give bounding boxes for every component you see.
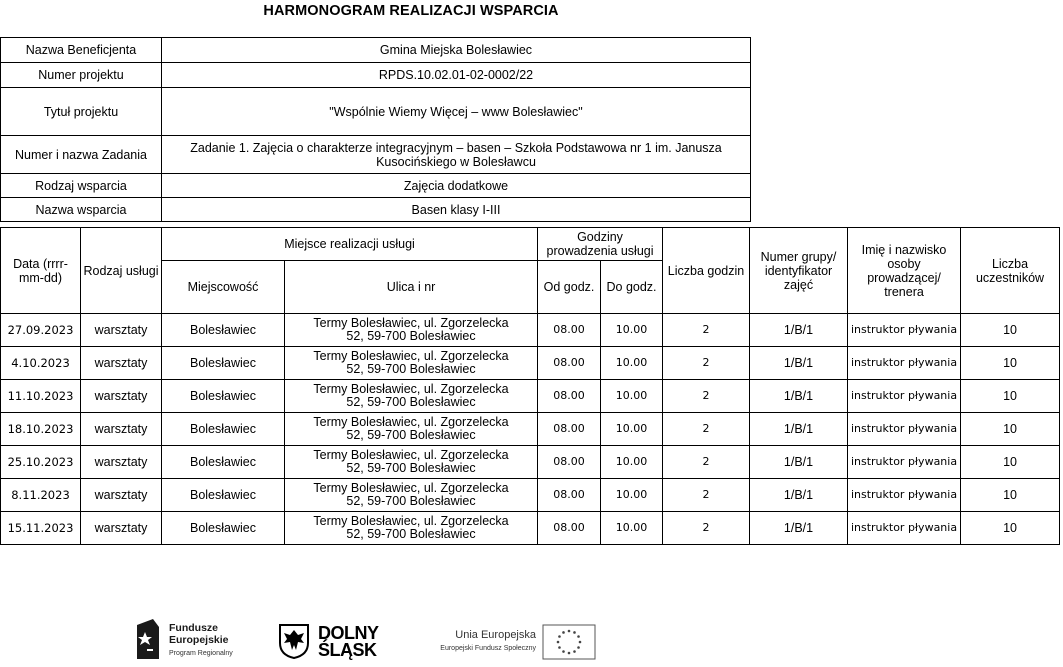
table-row <box>1 314 1060 347</box>
cell-date: 11.10.2023 <box>1 380 81 413</box>
cell-to: 10.00 <box>601 512 663 545</box>
unia-europejska-logo <box>423 624 598 664</box>
cell-from: 08.00 <box>538 314 601 347</box>
ds-text-1: DOLNY <box>318 623 379 643</box>
ue-text-2: Europejski Fundusz Społeczny <box>440 645 536 652</box>
eu-star <box>568 652 571 655</box>
cell-trainer: instruktor pływania <box>848 314 961 347</box>
cell-city: Bolesławiec <box>162 479 285 512</box>
cell-trainer: instruktor pływania <box>848 380 961 413</box>
cell-group: 1/B/1 <box>750 479 848 512</box>
cell-city: Bolesławiec <box>162 446 285 479</box>
cell-participants: 10 <box>961 413 1060 446</box>
cell-participants: 10 <box>961 512 1060 545</box>
cell-service-type: warsztaty <box>81 380 162 413</box>
info-value: Zajęcia dodatkowe <box>162 174 751 198</box>
header-hours-count: Liczba godzin <box>663 228 750 314</box>
cell-service-type: warsztaty <box>81 446 162 479</box>
header-from: Od godz. <box>538 261 601 314</box>
eu-star <box>558 635 561 638</box>
header-group: Numer grupy/ identyfikator zajęć <box>750 228 848 314</box>
cell-participants: 10 <box>961 446 1060 479</box>
table-row <box>1 446 1060 479</box>
eu-star <box>568 630 571 633</box>
fe-star-icon <box>135 619 161 663</box>
header-place: Miejsce realizacji usługi <box>162 228 538 261</box>
cell-hours-count: 2 <box>663 314 750 347</box>
cell-to: 10.00 <box>601 479 663 512</box>
header-to: Do godz. <box>601 261 663 314</box>
cell-city: Bolesławiec <box>162 512 285 545</box>
cell-street: Termy Bolesławiec, ul. Zgorzelecka 52, 59-700 Bolesławiec <box>285 413 538 446</box>
cell-city: Bolesławiec <box>162 380 285 413</box>
cell-group: 1/B/1 <box>750 314 848 347</box>
cell-city: Bolesławiec <box>162 314 285 347</box>
table-row <box>1 380 1060 413</box>
eu-star <box>579 641 582 644</box>
table-row <box>1 347 1060 380</box>
footer-logos <box>0 615 1063 667</box>
cell-hours-count: 2 <box>663 347 750 380</box>
header-trainer: Imię i nazwisko osoby prowadzącej/ trenera <box>848 228 961 314</box>
cell-trainer: instruktor pływania <box>848 413 961 446</box>
cell-participants: 10 <box>961 380 1060 413</box>
ue-text-1: Unia Europejska <box>455 629 536 641</box>
info-value: RPDS.10.02.01-02-0002/22 <box>162 63 751 88</box>
cell-group: 1/B/1 <box>750 512 848 545</box>
cell-group: 1/B/1 <box>750 413 848 446</box>
table-row <box>1 413 1060 446</box>
cell-date: 15.11.2023 <box>1 512 81 545</box>
cell-date: 8.11.2023 <box>1 479 81 512</box>
info-value: Basen klasy I-III <box>162 198 751 222</box>
cell-to: 10.00 <box>601 413 663 446</box>
cell-date: 18.10.2023 <box>1 413 81 446</box>
cell-participants: 10 <box>961 314 1060 347</box>
eu-star <box>573 631 576 634</box>
cell-to: 10.00 <box>601 347 663 380</box>
cell-from: 08.00 <box>538 347 601 380</box>
fe-text-3: Program Regionalny <box>169 650 233 657</box>
info-value: Gmina Miejska Bolesławiec <box>162 38 751 63</box>
fundusze-europejskie-logo <box>135 619 255 663</box>
cell-street: Termy Bolesławiec, ul. Zgorzelecka 52, 59-700 Bolesławiec <box>285 479 538 512</box>
cell-from: 08.00 <box>538 413 601 446</box>
cell-from: 08.00 <box>538 446 601 479</box>
cell-group: 1/B/1 <box>750 380 848 413</box>
cell-from: 08.00 <box>538 512 601 545</box>
eu-star <box>557 641 560 644</box>
cell-date: 27.09.2023 <box>1 314 81 347</box>
header-hours: Godziny prowadzenia usługi <box>538 228 663 261</box>
cell-hours-count: 2 <box>663 446 750 479</box>
cell-to: 10.00 <box>601 446 663 479</box>
cell-date: 4.10.2023 <box>1 347 81 380</box>
eu-star <box>562 631 565 634</box>
cell-city: Bolesławiec <box>162 347 285 380</box>
cell-group: 1/B/1 <box>750 446 848 479</box>
project-info-table <box>0 37 751 222</box>
cell-from: 08.00 <box>538 479 601 512</box>
document-title: HARMONOGRAM REALIZACJI WSPARCIA <box>263 3 559 19</box>
cell-from: 08.00 <box>538 380 601 413</box>
header-street: Ulica i nr <box>285 261 538 314</box>
header-date: Data (rrrr-mm-dd) <box>1 228 81 314</box>
eu-flag-icon <box>542 624 596 660</box>
fe-text-1: Fundusze <box>169 622 218 634</box>
cell-to: 10.00 <box>601 380 663 413</box>
cell-street: Termy Bolesławiec, ul. Zgorzelecka 52, 59-700 Bolesławiec <box>285 446 538 479</box>
cell-street: Termy Bolesławiec, ul. Zgorzelecka 52, 59-700 Bolesławiec <box>285 347 538 380</box>
info-label: Nazwa Beneficjenta <box>1 38 162 63</box>
header-participants: Liczba uczestników <box>961 228 1060 314</box>
cell-service-type: warsztaty <box>81 314 162 347</box>
eu-star <box>562 650 565 653</box>
table-row <box>1 512 1060 545</box>
cell-trainer: instruktor pływania <box>848 479 961 512</box>
info-label: Rodzaj wsparcia <box>1 174 162 198</box>
cell-service-type: warsztaty <box>81 347 162 380</box>
info-value: "Wspólnie Wiemy Więcej – www Bolesławiec" <box>162 88 751 136</box>
cell-trainer: instruktor pływania <box>848 446 961 479</box>
cell-hours-count: 2 <box>663 380 750 413</box>
cell-hours-count: 2 <box>663 413 750 446</box>
eu-star <box>558 646 561 649</box>
eu-star <box>577 635 580 638</box>
fe-text-2: Europejskie <box>169 634 229 646</box>
cell-trainer: instruktor pływania <box>848 347 961 380</box>
eagle-crest-icon <box>278 623 310 659</box>
eu-star <box>573 650 576 653</box>
eu-star <box>577 646 580 649</box>
cell-service-type: warsztaty <box>81 413 162 446</box>
cell-street: Termy Bolesławiec, ul. Zgorzelecka 52, 59-700 Bolesławiec <box>285 314 538 347</box>
cell-service-type: warsztaty <box>81 512 162 545</box>
info-label: Numer i nazwa Zadania <box>1 136 162 174</box>
cell-hours-count: 2 <box>663 479 750 512</box>
ds-text-2: ŚLĄSK <box>318 640 377 660</box>
cell-street: Termy Bolesławiec, ul. Zgorzelecka 52, 59-700 Bolesławiec <box>285 512 538 545</box>
table-row <box>1 479 1060 512</box>
header-service-type: Rodzaj usługi <box>81 228 162 314</box>
header-city: Miejscowość <box>162 261 285 314</box>
info-label: Numer projektu <box>1 63 162 88</box>
cell-street: Termy Bolesławiec, ul. Zgorzelecka 52, 59-700 Bolesławiec <box>285 380 538 413</box>
cell-to: 10.00 <box>601 314 663 347</box>
info-label: Nazwa wsparcia <box>1 198 162 222</box>
info-label: Tytuł projektu <box>1 88 162 136</box>
schedule-table <box>0 227 1060 545</box>
cell-trainer: instruktor pływania <box>848 512 961 545</box>
cell-participants: 10 <box>961 347 1060 380</box>
cell-hours-count: 2 <box>663 512 750 545</box>
info-value: Zadanie 1. Zajęcia o charakterze integracyjnym – basen – Szkoła Podstawowa nr 1 im. Janusza Kusocińskiego w Bolesławcu <box>162 136 751 174</box>
cell-service-type: warsztaty <box>81 479 162 512</box>
cell-group: 1/B/1 <box>750 347 848 380</box>
dolny-slask-logo <box>278 621 393 661</box>
cell-city: Bolesławiec <box>162 413 285 446</box>
cell-date: 25.10.2023 <box>1 446 81 479</box>
cell-participants: 10 <box>961 479 1060 512</box>
